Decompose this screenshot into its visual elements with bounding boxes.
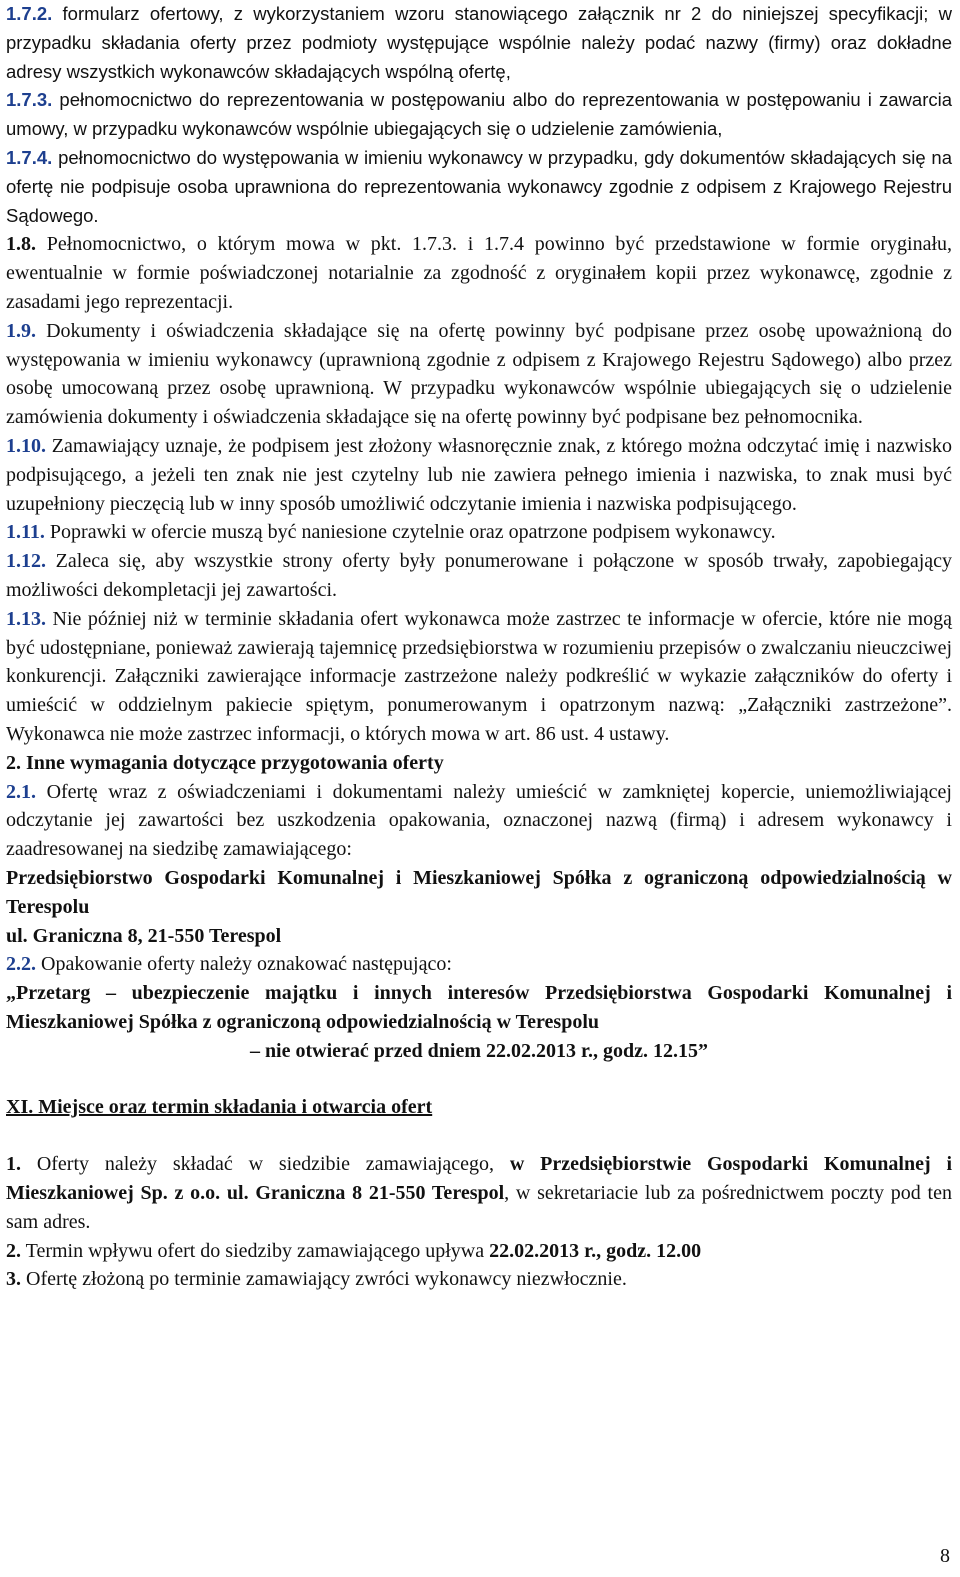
item-number: 1.9. <box>6 319 36 342</box>
item-text: Oferty należy składać w siedzibie zamawiającego, <box>36 1153 510 1176</box>
section-xi-heading-text: XI. Miejsce oraz termin składania i otwarcia ofert <box>6 1096 433 1119</box>
page-number: 8 <box>940 1545 950 1567</box>
item-number: 1.7.2. <box>6 3 53 24</box>
item-number: 1.10. <box>6 434 46 457</box>
item-1-7-4 <box>6 144 952 230</box>
item-text: formularz ofertowy, z wykorzystaniem wzoru stanowiącego załącznik nr 2 do niniejszej specyfikacji; w przypadku składania oferty przez podmioty występujące wspólnie należy podać nazwy (firmy) oraz dokładne adresy wszystkich wykonawców składających wspólną ofertę, <box>6 3 952 82</box>
item-text: Opakowanie oferty należy oznakować następująco: <box>41 953 452 976</box>
item-1-8 <box>6 230 952 316</box>
item-number: 1.12. <box>6 550 46 573</box>
item-1-7-3 <box>6 86 952 144</box>
item-text: pełnomocnictwo do reprezentowania w postępowaniu albo do reprezentowania w postępowaniu i zawarcia umowy, w przypadku wykonawców wspólnie ubiegających się o udzielenie zamówienia, <box>6 89 953 140</box>
item-1-11 <box>6 518 952 547</box>
item-number: 2. <box>6 1239 21 1262</box>
xi-item-2 <box>6 1237 952 1266</box>
item-1-13 <box>6 605 952 749</box>
item-text: Ofertę wraz z oświadczeniami i dokumentami należy umieścić w zamkniętej kopercie, uniemożliwiającej odczytanie jej zawartości bez uszkodzenia opakowania, oznaczonej nazwą (firmą) i adresem wykonawcy i zaadresowanej na siedzibę zamawiającego: <box>6 780 952 861</box>
document-page <box>6 0 952 1294</box>
item-text: Poprawki w ofercie muszą być naniesione czytelnie oraz opatrzone podpisem wykonawcy. <box>49 521 776 544</box>
item-text: Nie później niż w terminie składania ofert wykonawca może zastrzec te informacje w ofercie, które nie mogą być udostępniane, ponieważ zawierają tajemnicę przedsiębiorstwa w rozumieniu przepisów o zwalczaniu nieuczciwej konkurencji. Załączniki zawierające informacje zastrzeżone należy podkreślić w wykazie załączników do oferty i umieścić w oddzielnym pakiecie spiętym, ponumerowanym i opatrzonym nazwą: „Załączniki zastrzeżone”. Wykonawca nie może zastrzec informacji, o których mowa w art. 86 ust. 4 ustawy. <box>6 607 953 745</box>
item-number: 3. <box>6 1268 21 1291</box>
item-number: 1.7.4. <box>6 146 53 168</box>
item-number: 2.2. <box>6 953 36 976</box>
item-text: , w sekretariacie lub za pośrednictwem poczty pod ten sam adres. <box>6 1182 952 1233</box>
item-2-2 <box>6 950 952 979</box>
item-2-1 <box>6 778 952 864</box>
spacer <box>6 1065 952 1093</box>
item-text: Zamawiający uznaje, że podpisem jest złożony własnoręcznie znak, z którego można odczytać imię i nazwisko podpisującego, a jeżeli ten znak nie jest czytelny lub nie zawiera pełnego imienia i nazwiska, to znak musi być uzupełniony pieczęcią lub w inny sposób umożliwić odczytanie imienia i nazwiska podpisującego. <box>6 434 953 515</box>
item-text-bold: 22.02.2013 r., godz. 12.00 <box>489 1239 702 1262</box>
item-number: 2.1. <box>6 780 36 803</box>
item-text-bold: w Przedsiębiorstwie Gospodarki Komunalnej i Mieszkaniowej Sp. z o.o. ul. Graniczna 8 21-550 Terespol <box>6 1153 953 1205</box>
item-number: 1. <box>6 1153 21 1176</box>
xi-item-1 <box>6 1150 952 1236</box>
spacer <box>6 1122 952 1150</box>
item-text: Termin wpływu ofert do siedziby zamawiającego upływa <box>25 1239 490 1262</box>
item-1-7-2 <box>6 0 952 86</box>
section-xi-heading <box>6 1093 952 1122</box>
item-number: 1.7.3. <box>6 89 53 111</box>
envelope-label: „Przetarg – ubezpieczenie majątku i innych interesów Przedsiębiorstwa Gospodarki Komunalnej i Mieszkaniowej Spółka z ograniczoną odpowiedzialnością w Terespolu <box>6 982 952 1033</box>
item-number: 1.13. <box>6 607 46 630</box>
item-number: 1.8. <box>6 233 36 256</box>
envelope-label-date: – nie otwierać przed dniem 22.02.2013 r., godz. 12.15” <box>249 1039 709 1062</box>
item-text: Dokumenty i oświadczenia składające się na ofertę powinny być podpisane przez osobę upoważnioną do występowania w imieniu wykonawcy (uprawnioną zgodnie z odpisem z Krajowego Rejestru Sądowego) albo przez osobę umocowaną przez osobę uprawnioną. W przypadku wykonawców wspólnie ubiegających się o udzielenie zamówienia dokumenty i oświadczenia składające się na ofertę powinny być podpisane bez pełnomocnika. <box>6 319 953 429</box>
item-text: Zaleca się, aby wszystkie strony oferty były ponumerowane i połączone w sposób trwały, zapobiegający możliwości dekompletacji jej zawartości. <box>6 550 953 601</box>
item-1-9 <box>6 317 952 432</box>
company-name: Przedsiębiorstwo Gospodarki Komunalnej i Mieszkaniowej Spółka z ograniczoną odpowiedzialnością w Terespolu <box>6 866 952 918</box>
company-address: ul. Graniczna 8, 21-550 Terespol <box>6 924 282 947</box>
item-text: Ofertę złożoną po terminie zamawiający zwróci wykonawcy niezwłocznie. <box>26 1268 627 1291</box>
item-1-12 <box>6 547 952 605</box>
item-1-10 <box>6 432 952 518</box>
xi-item-3 <box>6 1265 952 1294</box>
item-text: pełnomocnictwo do występowania w imieniu wykonawcy w przypadku, gdy dokumentów składających się na ofertę nie podpisuje osoba uprawniona do reprezentowania wykonawcy zgodnie z odpisem z Krajowego Rejestru Sądowego. <box>6 146 953 226</box>
item-number: 1.11. <box>6 521 45 544</box>
section-2-heading: 2. Inne wymagania dotyczące przygotowania oferty <box>6 751 444 774</box>
item-text: Pełnomocnictwo, o którym mowa w pkt. 1.7.3. i 1.7.4 powinno być przedstawione w formie oryginału, ewentualnie w formie poświadczonej notarialnie za zgodność z oryginałem kopii przez wykonawcę, zgodnie z zasadami jego reprezentacji. <box>6 233 953 313</box>
